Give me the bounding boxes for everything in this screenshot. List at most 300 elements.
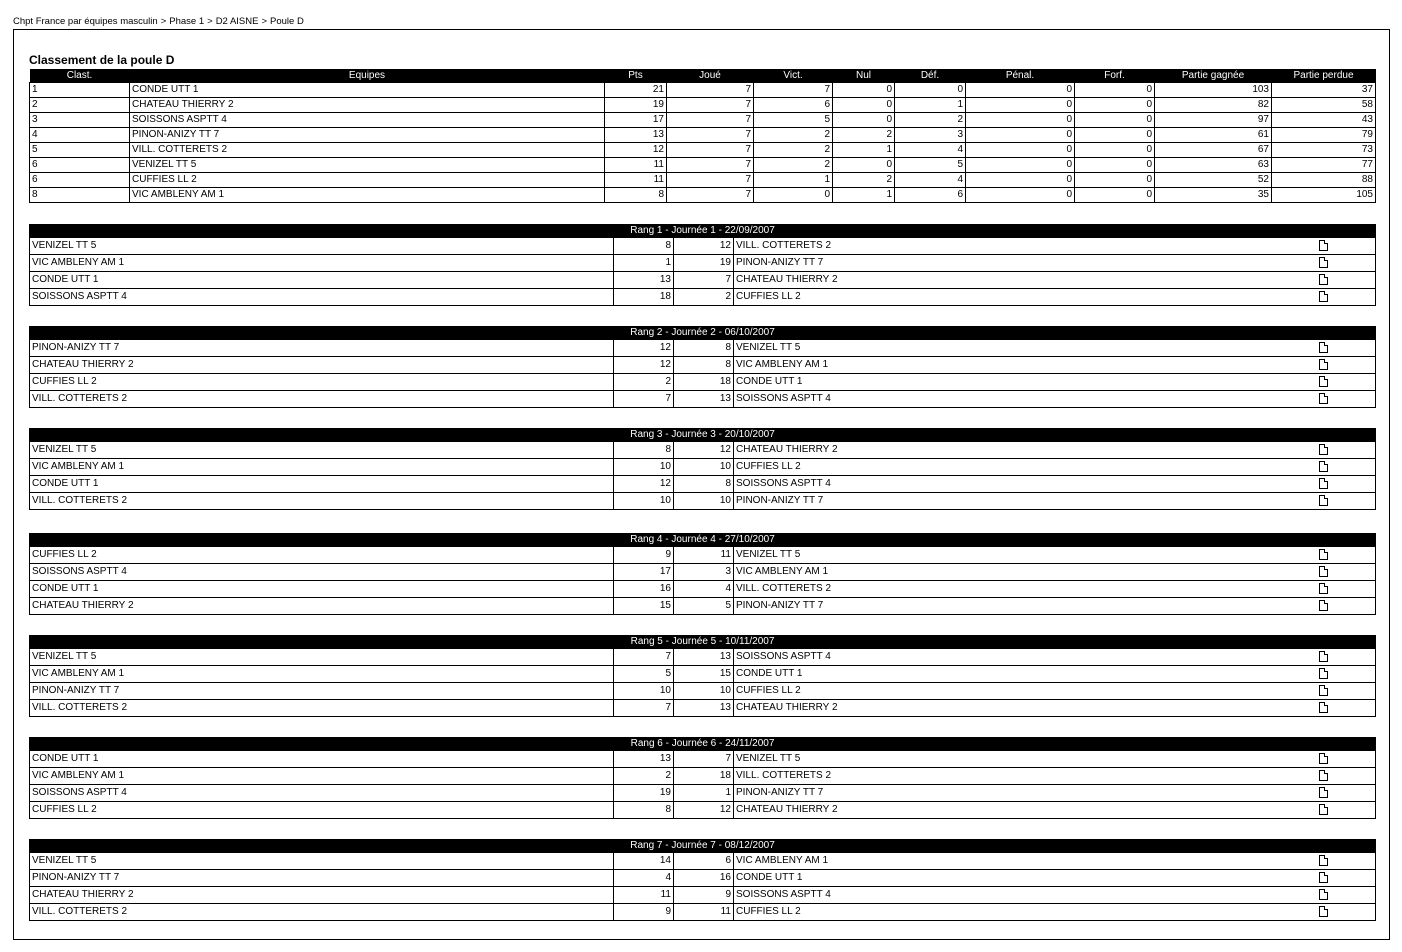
standings-column-header: Clast. <box>30 69 130 83</box>
away-score-cell: 4 <box>674 581 734 598</box>
home-score-cell: 13 <box>614 751 674 768</box>
match-row <box>30 598 1376 615</box>
standings-cell: 35 <box>1155 188 1272 203</box>
breadcrumb-item[interactable]: Chpt France par équipes masculin <box>13 16 158 27</box>
standings-cell: 1 <box>833 143 895 158</box>
standings-cell: 105 <box>1272 188 1376 203</box>
home-score-cell: 14 <box>614 853 674 870</box>
home-score-cell: 7 <box>614 391 674 408</box>
standings-cell: 1 <box>754 173 833 188</box>
home-team-cell[interactable]: CUFFIES LL 2 <box>30 374 614 391</box>
team-name-cell[interactable]: CHATEAU THIERRY 2 <box>130 98 605 113</box>
standings-cell: 2 <box>30 98 130 113</box>
home-score-cell: 8 <box>614 442 674 459</box>
standings-cell: 8 <box>30 188 130 203</box>
match-sheet-link[interactable] <box>1316 904 1376 921</box>
away-score-cell: 3 <box>674 564 734 581</box>
standings-cell: 2 <box>895 113 966 128</box>
match-sheet-link[interactable] <box>1316 442 1376 459</box>
standings-cell: 6 <box>754 98 833 113</box>
away-score-cell: 8 <box>674 357 734 374</box>
away-score-cell: 13 <box>674 649 734 666</box>
document-icon[interactable] <box>1319 240 1328 251</box>
standings-cell: 0 <box>966 143 1075 158</box>
match-sheet-link[interactable] <box>1316 751 1376 768</box>
home-team-cell[interactable]: CHATEAU THIERRY 2 <box>30 887 614 904</box>
home-team-cell[interactable]: CONDE UTT 1 <box>30 751 614 768</box>
home-team-cell[interactable]: PINON-ANIZY TT 7 <box>30 870 614 887</box>
match-row <box>30 649 1376 666</box>
standings-column-header: Forf. <box>1075 69 1155 83</box>
standings-cell: 77 <box>1272 158 1376 173</box>
away-team-cell[interactable]: SOISSONS ASPTT 4 <box>734 391 1316 408</box>
match-row <box>30 853 1376 870</box>
standings-cell: 43 <box>1272 113 1376 128</box>
home-score-cell: 7 <box>614 700 674 717</box>
standings-cell: 2 <box>833 173 895 188</box>
home-team-cell[interactable]: VENIZEL TT 5 <box>30 853 614 870</box>
away-score-cell: 8 <box>674 340 734 357</box>
away-score-cell: 1 <box>674 785 734 802</box>
standings-cell: 0 <box>966 158 1075 173</box>
home-team-cell[interactable]: CUFFIES LL 2 <box>30 802 614 819</box>
home-team-cell[interactable]: CHATEAU THIERRY 2 <box>30 357 614 374</box>
standings-cell: 58 <box>1272 98 1376 113</box>
home-score-cell: 11 <box>614 887 674 904</box>
standings-cell: 1 <box>833 188 895 203</box>
away-score-cell: 12 <box>674 238 734 255</box>
away-team-cell[interactable]: VENIZEL TT 5 <box>734 340 1316 357</box>
match-sheet-link[interactable] <box>1316 598 1376 615</box>
away-team-cell[interactable]: CUFFIES LL 2 <box>734 683 1316 700</box>
standings-cell: 0 <box>966 113 1075 128</box>
away-score-cell: 10 <box>674 493 734 510</box>
team-name-cell[interactable]: CUFFIES LL 2 <box>130 173 605 188</box>
home-score-cell: 13 <box>614 272 674 289</box>
away-score-cell: 11 <box>674 547 734 564</box>
home-team-cell[interactable]: VIC AMBLENY AM 1 <box>30 768 614 785</box>
standings-column-header: Joué <box>667 69 754 83</box>
away-score-cell: 18 <box>674 374 734 391</box>
away-score-cell: 5 <box>674 598 734 615</box>
round-title: Rang 6 - Journée 6 - 24/11/2007 <box>30 738 1376 751</box>
document-icon[interactable] <box>1319 685 1328 696</box>
match-sheet-link[interactable] <box>1316 272 1376 289</box>
document-icon[interactable] <box>1319 342 1328 353</box>
round-title: Rang 5 - Journée 5 - 10/11/2007 <box>30 636 1376 649</box>
standings-row <box>30 98 1376 113</box>
standings-column-header: Pts <box>605 69 667 83</box>
away-score-cell: 6 <box>674 853 734 870</box>
standings-cell: 67 <box>1155 143 1272 158</box>
match-sheet-link[interactable] <box>1316 374 1376 391</box>
away-team-cell[interactable]: CHATEAU THIERRY 2 <box>734 442 1316 459</box>
match-sheet-link[interactable] <box>1316 340 1376 357</box>
home-team-cell[interactable]: SOISSONS ASPTT 4 <box>30 564 614 581</box>
standings-cell: 1 <box>895 98 966 113</box>
away-team-cell[interactable]: PINON-ANIZY TT 7 <box>734 785 1316 802</box>
home-team-cell[interactable]: PINON-ANIZY TT 7 <box>30 683 614 700</box>
match-row <box>30 459 1376 476</box>
breadcrumb-item[interactable]: D2 AISNE <box>215 16 259 27</box>
away-team-cell[interactable]: VIC AMBLENY AM 1 <box>734 564 1316 581</box>
match-sheet-link[interactable] <box>1316 564 1376 581</box>
match-sheet-link[interactable] <box>1316 255 1376 272</box>
standings-cell: 0 <box>966 98 1075 113</box>
document-icon[interactable] <box>1319 274 1328 285</box>
match-row <box>30 768 1376 785</box>
standings-cell: 7 <box>667 83 754 98</box>
standings-cell: 0 <box>966 188 1075 203</box>
team-name-cell[interactable]: VIC AMBLENY AM 1 <box>130 188 605 203</box>
standings-cell: 52 <box>1155 173 1272 188</box>
standings-row <box>30 158 1376 173</box>
home-score-cell: 12 <box>614 357 674 374</box>
document-icon[interactable] <box>1319 376 1328 387</box>
standings-cell: 7 <box>667 173 754 188</box>
home-team-cell[interactable]: VENIZEL TT 5 <box>30 442 614 459</box>
away-team-cell[interactable]: VIC AMBLENY AM 1 <box>734 357 1316 374</box>
away-team-cell[interactable]: VIC AMBLENY AM 1 <box>734 853 1316 870</box>
standings-cell: 0 <box>833 83 895 98</box>
standings-cell: 7 <box>667 98 754 113</box>
match-sheet-link[interactable] <box>1316 238 1376 255</box>
away-score-cell: 19 <box>674 255 734 272</box>
standings-cell: 0 <box>833 113 895 128</box>
standings-cell: 82 <box>1155 98 1272 113</box>
standings-cell: 103 <box>1155 83 1272 98</box>
standings-cell: 12 <box>605 143 667 158</box>
match-row <box>30 289 1376 306</box>
document-icon[interactable] <box>1319 906 1328 917</box>
team-name-cell[interactable]: VENIZEL TT 5 <box>130 158 605 173</box>
standings-cell: 7 <box>754 83 833 98</box>
round-title: Rang 1 - Journée 1 - 22/09/2007 <box>30 225 1376 238</box>
standings-cell: 2 <box>754 128 833 143</box>
home-team-cell[interactable]: VIC AMBLENY AM 1 <box>30 459 614 476</box>
document-icon[interactable] <box>1319 668 1328 679</box>
standings-row <box>30 188 1376 203</box>
away-team-cell[interactable]: SOISSONS ASPTT 4 <box>734 476 1316 493</box>
document-icon[interactable] <box>1319 583 1328 594</box>
standings-cell: 5 <box>754 113 833 128</box>
standings-header-row <box>30 69 1376 83</box>
home-score-cell: 17 <box>614 564 674 581</box>
standings-cell: 0 <box>1075 158 1155 173</box>
home-score-cell: 4 <box>614 870 674 887</box>
document-icon[interactable] <box>1319 566 1328 577</box>
document-icon[interactable] <box>1319 359 1328 370</box>
standings-row <box>30 83 1376 98</box>
standings-cell: 8 <box>605 188 667 203</box>
match-sheet-link[interactable] <box>1316 391 1376 408</box>
document-icon[interactable] <box>1319 549 1328 560</box>
match-row <box>30 904 1376 921</box>
standings-cell: 0 <box>966 173 1075 188</box>
match-sheet-link[interactable] <box>1316 802 1376 819</box>
standings-row <box>30 113 1376 128</box>
away-team-cell[interactable]: PINON-ANIZY TT 7 <box>734 255 1316 272</box>
match-sheet-link[interactable] <box>1316 459 1376 476</box>
standings-cell: 2 <box>754 158 833 173</box>
away-score-cell: 10 <box>674 459 734 476</box>
home-team-cell[interactable]: SOISSONS ASPTT 4 <box>30 785 614 802</box>
standings-cell: 19 <box>605 98 667 113</box>
standings-cell: 0 <box>833 158 895 173</box>
document-icon[interactable] <box>1319 444 1328 455</box>
standings-cell: 88 <box>1272 173 1376 188</box>
breadcrumb-separator: > <box>261 16 268 27</box>
document-icon[interactable] <box>1319 702 1328 713</box>
round-table <box>29 635 1376 717</box>
home-score-cell: 1 <box>614 255 674 272</box>
document-icon[interactable] <box>1319 461 1328 472</box>
away-team-cell[interactable]: SOISSONS ASPTT 4 <box>734 887 1316 904</box>
match-sheet-link[interactable] <box>1316 768 1376 785</box>
away-score-cell: 12 <box>674 802 734 819</box>
home-score-cell: 10 <box>614 683 674 700</box>
match-row <box>30 272 1376 289</box>
document-icon[interactable] <box>1319 291 1328 302</box>
round-title: Rang 2 - Journée 2 - 06/10/2007 <box>30 327 1376 340</box>
breadcrumb-separator: > <box>160 16 167 27</box>
away-team-cell[interactable]: CONDE UTT 1 <box>734 666 1316 683</box>
document-icon[interactable] <box>1319 753 1328 764</box>
breadcrumb-separator: > <box>207 16 213 27</box>
home-score-cell: 15 <box>614 598 674 615</box>
match-row <box>30 340 1376 357</box>
away-team-cell[interactable]: CHATEAU THIERRY 2 <box>734 700 1316 717</box>
match-row <box>30 870 1376 887</box>
away-team-cell[interactable]: CONDE UTT 1 <box>734 870 1316 887</box>
match-sheet-link[interactable] <box>1316 581 1376 598</box>
match-row <box>30 581 1376 598</box>
standings-cell: 4 <box>895 143 966 158</box>
match-row <box>30 802 1376 819</box>
standings-cell: 2 <box>833 128 895 143</box>
away-team-cell[interactable]: CHATEAU THIERRY 2 <box>734 272 1316 289</box>
standings-cell: 6 <box>30 158 130 173</box>
home-score-cell: 16 <box>614 581 674 598</box>
away-team-cell[interactable]: VENIZEL TT 5 <box>734 751 1316 768</box>
standings-cell: 0 <box>966 128 1075 143</box>
document-icon[interactable] <box>1319 478 1328 489</box>
away-team-cell[interactable]: SOISSONS ASPTT 4 <box>734 649 1316 666</box>
match-row <box>30 751 1376 768</box>
standings-column-header: Nul <box>833 69 895 83</box>
match-sheet-link[interactable] <box>1316 666 1376 683</box>
home-score-cell: 12 <box>614 476 674 493</box>
standings-cell: 5 <box>30 143 130 158</box>
standings-cell: 0 <box>1075 188 1155 203</box>
document-icon[interactable] <box>1319 393 1328 404</box>
document-icon[interactable] <box>1319 787 1328 798</box>
match-sheet-link[interactable] <box>1316 493 1376 510</box>
round-title: Rang 4 - Journée 4 - 27/10/2007 <box>30 534 1376 547</box>
away-team-cell[interactable]: CUFFIES LL 2 <box>734 459 1316 476</box>
home-score-cell: 8 <box>614 802 674 819</box>
home-team-cell[interactable]: VIC AMBLENY AM 1 <box>30 255 614 272</box>
home-team-cell[interactable]: VILL. COTTERETS 2 <box>30 391 614 408</box>
away-score-cell: 9 <box>674 887 734 904</box>
standings-cell: 0 <box>1075 98 1155 113</box>
standings-cell: 4 <box>30 128 130 143</box>
home-team-cell[interactable]: VILL. COTTERETS 2 <box>30 493 614 510</box>
match-sheet-link[interactable] <box>1316 357 1376 374</box>
standings-column-header: Partie gagnée <box>1155 69 1272 83</box>
match-sheet-link[interactable] <box>1316 853 1376 870</box>
standings-table <box>29 69 1376 203</box>
away-score-cell: 13 <box>674 700 734 717</box>
home-score-cell: 10 <box>614 493 674 510</box>
home-team-cell[interactable]: CONDE UTT 1 <box>30 581 614 598</box>
match-row <box>30 683 1376 700</box>
standings-cell: 7 <box>667 158 754 173</box>
home-team-cell[interactable]: VIC AMBLENY AM 1 <box>30 666 614 683</box>
standings-cell: 3 <box>30 113 130 128</box>
round-title: Rang 7 - Journée 7 - 08/12/2007 <box>30 840 1376 853</box>
standings-column-header: Vict. <box>754 69 833 83</box>
round-table <box>29 839 1376 921</box>
standings-row <box>30 173 1376 188</box>
breadcrumb-item-current: Poule D <box>270 16 304 27</box>
team-name-cell[interactable]: SOISSONS ASPTT 4 <box>130 113 605 128</box>
document-icon[interactable] <box>1319 889 1328 900</box>
standings-cell: 37 <box>1272 83 1376 98</box>
standings-cell: 61 <box>1155 128 1272 143</box>
standings-cell: 0 <box>1075 83 1155 98</box>
match-row <box>30 564 1376 581</box>
document-icon[interactable] <box>1319 600 1328 611</box>
team-name-cell[interactable]: PINON-ANIZY TT 7 <box>130 128 605 143</box>
match-row <box>30 476 1376 493</box>
match-sheet-link[interactable] <box>1316 547 1376 564</box>
round-title: Rang 3 - Journée 3 - 20/10/2007 <box>30 429 1376 442</box>
standings-cell: 4 <box>895 173 966 188</box>
match-row <box>30 887 1376 904</box>
away-team-cell[interactable]: PINON-ANIZY TT 7 <box>734 493 1316 510</box>
away-score-cell: 12 <box>674 442 734 459</box>
document-icon[interactable] <box>1319 804 1328 815</box>
match-row <box>30 255 1376 272</box>
home-team-cell[interactable]: SOISSONS ASPTT 4 <box>30 289 614 306</box>
standings-cell: 1 <box>30 83 130 98</box>
home-score-cell: 10 <box>614 459 674 476</box>
away-team-cell[interactable]: CONDE UTT 1 <box>734 374 1316 391</box>
standings-cell: 0 <box>895 83 966 98</box>
match-row <box>30 442 1376 459</box>
away-team-cell[interactable]: CHATEAU THIERRY 2 <box>734 802 1316 819</box>
breadcrumb <box>13 16 304 27</box>
standings-cell: 79 <box>1272 128 1376 143</box>
standings-cell: 7 <box>667 113 754 128</box>
match-sheet-link[interactable] <box>1316 649 1376 666</box>
round-table <box>29 737 1376 819</box>
round-table <box>29 428 1376 510</box>
breadcrumb-item[interactable]: Phase 1 <box>169 16 205 27</box>
standings-cell: 63 <box>1155 158 1272 173</box>
home-team-cell[interactable]: CONDE UTT 1 <box>30 476 614 493</box>
round-table <box>29 224 1376 306</box>
away-team-cell[interactable]: VILL. COTTERETS 2 <box>734 238 1316 255</box>
home-score-cell: 2 <box>614 374 674 391</box>
match-row <box>30 374 1376 391</box>
standings-cell: 5 <box>895 158 966 173</box>
away-team-cell[interactable]: VENIZEL TT 5 <box>734 547 1316 564</box>
team-name-cell[interactable]: VILL. COTTERETS 2 <box>130 143 605 158</box>
home-team-cell[interactable]: CUFFIES LL 2 <box>30 547 614 564</box>
home-score-cell: 7 <box>614 649 674 666</box>
document-icon[interactable] <box>1319 855 1328 866</box>
away-team-cell[interactable]: VILL. COTTERETS 2 <box>734 768 1316 785</box>
match-sheet-link[interactable] <box>1316 683 1376 700</box>
match-sheet-link[interactable] <box>1316 700 1376 717</box>
match-sheet-link[interactable] <box>1316 887 1376 904</box>
home-score-cell: 5 <box>614 666 674 683</box>
standings-cell: 0 <box>1075 128 1155 143</box>
match-row <box>30 391 1376 408</box>
away-score-cell: 7 <box>674 272 734 289</box>
document-icon[interactable] <box>1319 257 1328 268</box>
standings-cell: 73 <box>1272 143 1376 158</box>
standings-cell: 0 <box>1075 173 1155 188</box>
home-team-cell[interactable]: PINON-ANIZY TT 7 <box>30 340 614 357</box>
home-score-cell: 9 <box>614 904 674 921</box>
home-team-cell[interactable]: VILL. COTTERETS 2 <box>30 904 614 921</box>
standings-cell: 11 <box>605 173 667 188</box>
standings-cell: 2 <box>754 143 833 158</box>
standings-cell: 7 <box>667 188 754 203</box>
home-team-cell[interactable]: VENIZEL TT 5 <box>30 238 614 255</box>
standings-cell: 7 <box>667 143 754 158</box>
round-table <box>29 326 1376 408</box>
home-score-cell: 2 <box>614 768 674 785</box>
home-team-cell[interactable]: CONDE UTT 1 <box>30 272 614 289</box>
standings-cell: 13 <box>605 128 667 143</box>
home-team-cell[interactable]: VILL. COTTERETS 2 <box>30 700 614 717</box>
match-sheet-link[interactable] <box>1316 870 1376 887</box>
match-sheet-link[interactable] <box>1316 289 1376 306</box>
standings-cell: 7 <box>667 128 754 143</box>
away-team-cell[interactable]: PINON-ANIZY TT 7 <box>734 598 1316 615</box>
match-row <box>30 357 1376 374</box>
standings-column-header: Déf. <box>895 69 966 83</box>
standings-cell: 3 <box>895 128 966 143</box>
away-team-cell[interactable]: CUFFIES LL 2 <box>734 904 1316 921</box>
away-score-cell: 15 <box>674 666 734 683</box>
match-row <box>30 238 1376 255</box>
match-sheet-link[interactable] <box>1316 785 1376 802</box>
away-team-cell[interactable]: VILL. COTTERETS 2 <box>734 581 1316 598</box>
round-table <box>29 533 1376 615</box>
home-team-cell[interactable]: CHATEAU THIERRY 2 <box>30 598 614 615</box>
home-team-cell[interactable]: VENIZEL TT 5 <box>30 649 614 666</box>
document-icon[interactable] <box>1319 872 1328 883</box>
standings-row <box>30 143 1376 158</box>
standings-column-header: Equipes <box>130 69 605 83</box>
document-icon[interactable] <box>1319 770 1328 781</box>
document-icon[interactable] <box>1319 651 1328 662</box>
away-score-cell: 7 <box>674 751 734 768</box>
away-team-cell[interactable]: CUFFIES LL 2 <box>734 289 1316 306</box>
match-row <box>30 785 1376 802</box>
document-icon[interactable] <box>1319 495 1328 506</box>
team-name-cell[interactable]: CONDE UTT 1 <box>130 83 605 98</box>
home-score-cell: 19 <box>614 785 674 802</box>
match-sheet-link[interactable] <box>1316 476 1376 493</box>
home-score-cell: 18 <box>614 289 674 306</box>
away-score-cell: 18 <box>674 768 734 785</box>
